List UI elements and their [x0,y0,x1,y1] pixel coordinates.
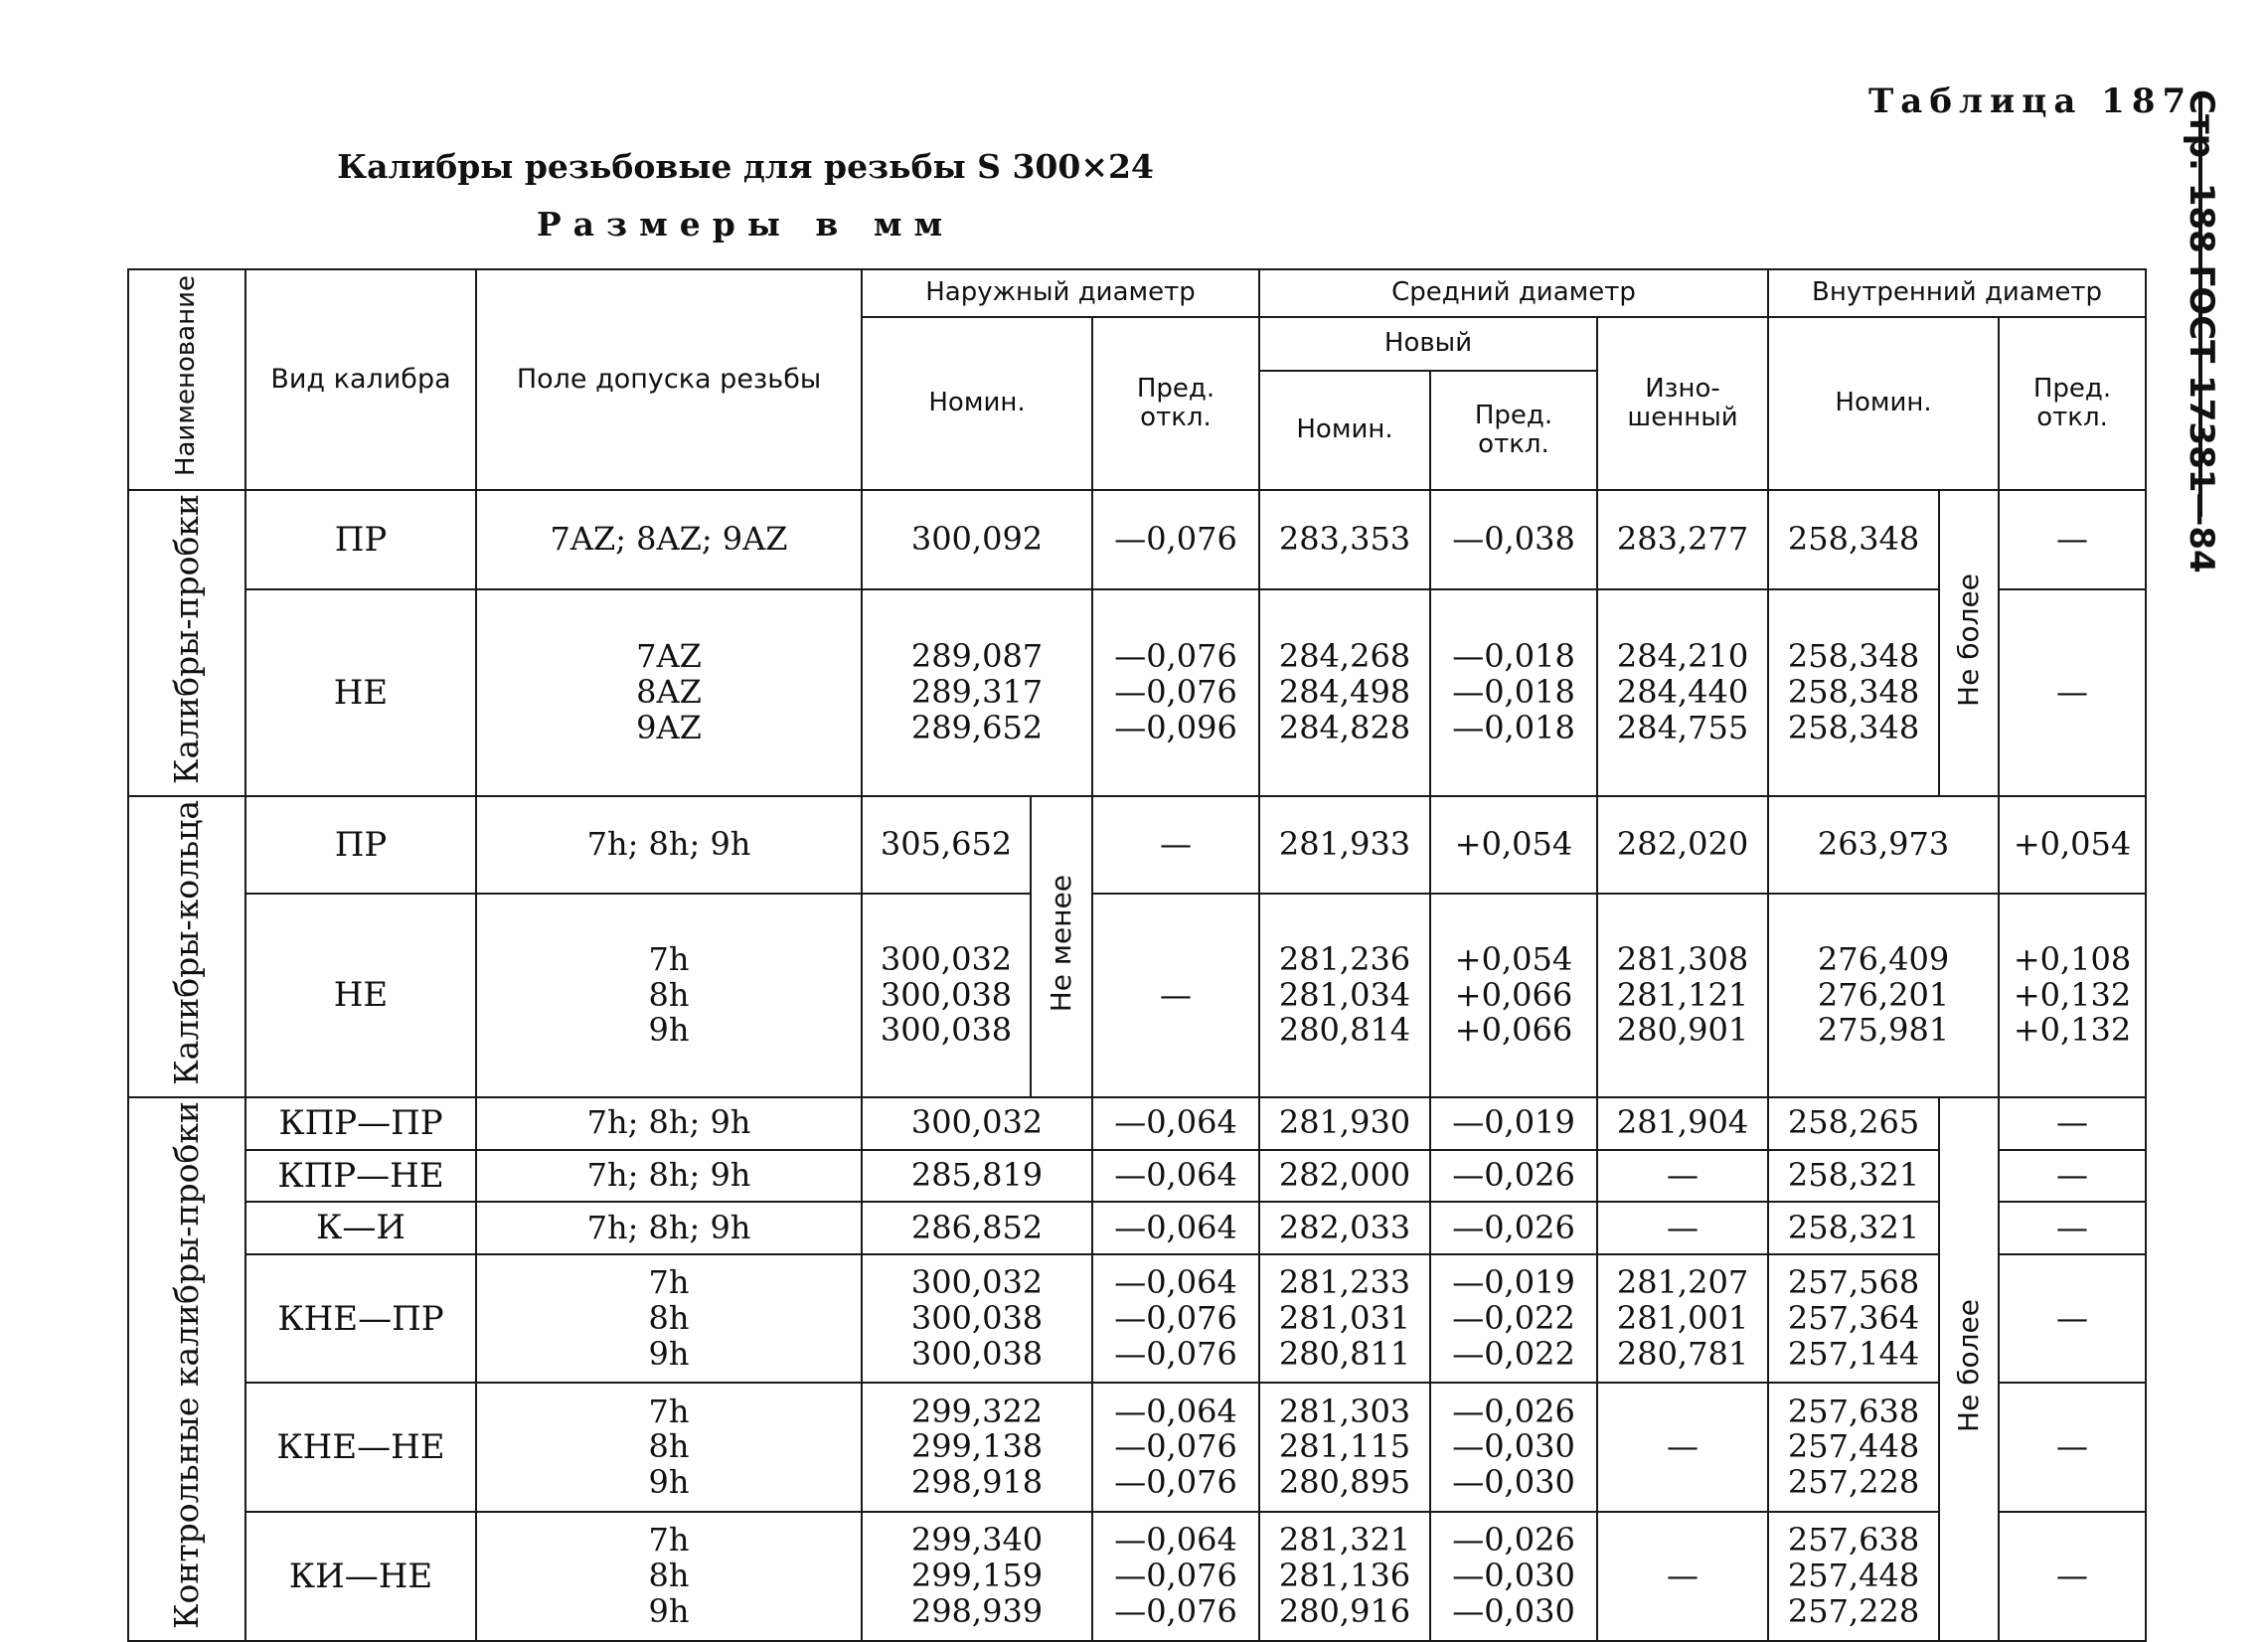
table-row [128,490,2146,589]
inner-deviation: — [1999,1512,2146,1641]
inner-nominal: 257,638 257,448 257,228 [1768,1383,1939,1512]
middle-deviation: —0,038 [1430,490,1597,589]
outer-nominal: 300,092 [862,490,1092,589]
tolerance-field: 7AZ 8AZ 9AZ [476,589,862,796]
outer-nominal: 285,819 [862,1150,1092,1203]
inner-nominal: 257,568 257,364 257,144 [1768,1254,1939,1384]
side-reference-text: Стр. 188 ГОСТ 17381—84 [2182,89,2221,574]
header-outer-nominal: Номин. [862,317,1092,490]
gauge-type: НЕ [245,894,476,1097]
table-number: Таблица 187 [1868,82,2193,121]
header-gauge-type: Вид калибра [245,269,476,490]
table-header [128,269,2146,490]
outer-nominal: 289,087 289,317 289,652 [862,589,1092,796]
group-control-plugs: Контрольные калибры-пробки [128,1097,245,1641]
middle-worn: 282,020 [1597,796,1768,894]
outer-nominal: 299,322 299,138 298,918 [862,1383,1092,1512]
side-page-reference [2182,89,2241,574]
table-body [128,490,2146,1641]
table-row [128,1202,2146,1254]
group-rings: Калибры-кольца [128,796,245,1097]
middle-deviation: —0,019 [1430,1097,1597,1150]
table-row [128,1254,2146,1384]
inner-deviation: — [1999,589,2146,796]
middle-worn: — [1597,1202,1768,1254]
header-outer-deviation: Пред. откл. [1092,317,1259,490]
outer-nominal: 286,852 [862,1202,1092,1254]
tolerance-field: 7AZ; 8AZ; 9AZ [476,490,862,589]
tolerance-field: 7h 8h 9h [476,1254,862,1384]
gauge-type: ПР [245,490,476,589]
table-row [128,1150,2146,1203]
gauge-type: ПР [245,796,476,894]
header-outer-diameter: Наружный диаметр [862,269,1259,317]
inner-deviation: +0,108 +0,132 +0,132 [1999,894,2146,1097]
inner-limit-note: Не более [1939,490,1999,796]
middle-worn: 281,207 281,001 280,781 [1597,1254,1768,1384]
middle-nominal: 281,233 281,031 280,811 [1259,1254,1430,1384]
outer-deviation: —0,064 [1092,1150,1259,1203]
table-row [128,796,2146,894]
outer-deviation: — [1092,894,1259,1097]
gauge-type: КНЕ—ПР [245,1254,476,1384]
table-row [128,589,2146,796]
middle-nominal: 282,000 [1259,1150,1430,1203]
middle-deviation: +0,054 +0,066 +0,066 [1430,894,1597,1097]
middle-deviation: —0,026 [1430,1150,1597,1203]
tolerance-field: 7h; 8h; 9h [476,1150,862,1203]
outer-deviation: —0,076 —0,076 —0,096 [1092,589,1259,796]
inner-nominal: 257,638 257,448 257,228 [1768,1512,1939,1641]
middle-worn: — [1597,1512,1768,1641]
outer-deviation: —0,064 —0,076 —0,076 [1092,1512,1259,1641]
header-name: Наименование [128,269,245,490]
inner-nominal: 258,321 [1768,1150,1939,1203]
inner-nominal: 258,348 [1768,490,1939,589]
middle-nominal: 281,930 [1259,1097,1430,1150]
inner-nominal: 258,321 [1768,1202,1939,1254]
inner-nominal: 258,348 258,348 258,348 [1768,589,1939,796]
outer-nominal: 300,032 300,038 300,038 [862,1254,1092,1384]
inner-nominal: 276,409 276,201 275,981 [1768,894,1999,1097]
gauge-type: КПР—НЕ [245,1150,476,1203]
middle-deviation: —0,019 —0,022 —0,022 [1430,1254,1597,1384]
outer-nominal: 299,340 299,159 298,939 [862,1512,1092,1641]
inner-deviation: — [1999,1097,2146,1150]
gauge-type: КНЕ—НЕ [245,1383,476,1512]
table-row [128,1383,2146,1512]
table-row [128,1097,2146,1150]
middle-nominal: 282,033 [1259,1202,1430,1254]
inner-deviation: — [1999,1254,2146,1384]
gauge-type: КИ—НЕ [245,1512,476,1641]
gauge-type: НЕ [245,589,476,796]
header-tolerance-field: Поле допуска резьбы [476,269,862,490]
inner-nominal: 258,265 [1768,1097,1939,1150]
inner-deviation: — [1999,490,2146,589]
middle-worn: 283,277 [1597,490,1768,589]
tolerance-field: 7h 8h 9h [476,1512,862,1641]
tolerance-field: 7h; 8h; 9h [476,796,862,894]
middle-nominal: 284,268 284,498 284,828 [1259,589,1430,796]
inner-deviation: — [1999,1202,2146,1254]
tolerance-field: 7h; 8h; 9h [476,1202,862,1254]
units-caption: Размеры в мм [536,205,955,244]
middle-deviation: —0,026 —0,030 —0,030 [1430,1383,1597,1512]
middle-nominal: 283,353 [1259,490,1430,589]
header-inner-deviation: Пред. откл. [1999,317,2146,490]
header-inner-nominal: Номин. [1768,317,1999,490]
outer-deviation: —0,064 —0,076 —0,076 [1092,1254,1259,1384]
outer-deviation: —0,064 —0,076 —0,076 [1092,1383,1259,1512]
gauge-type: К—И [245,1202,476,1254]
tolerance-field: 7h 8h 9h [476,894,862,1097]
inner-nominal: 263,973 [1768,796,1999,894]
header-inner-diameter: Внутренний диаметр [1768,269,2146,317]
tolerance-field: 7h 8h 9h [476,1383,862,1512]
header-middle-new-nominal: Номин. [1259,371,1430,490]
group-plugs: Калибры-пробки [128,490,245,796]
middle-deviation: —0,026 [1430,1202,1597,1254]
middle-worn: 281,904 [1597,1097,1768,1150]
header-middle-diameter: Средний диаметр [1259,269,1768,317]
header-middle-worn: Изно-шенный [1597,317,1768,490]
inner-deviation: — [1999,1383,2146,1512]
middle-deviation: +0,054 [1430,796,1597,894]
middle-nominal: 281,321 281,136 280,916 [1259,1512,1430,1641]
tolerance-field: 7h; 8h; 9h [476,1097,862,1150]
table-row [128,1512,2146,1641]
outer-limit-note: Не менее [1031,796,1092,1097]
gauge-type: КПР—ПР [245,1097,476,1150]
outer-nominal: 305,652 [862,796,1031,894]
middle-nominal: 281,236 281,034 280,814 [1259,894,1430,1097]
outer-deviation: — [1092,796,1259,894]
middle-deviation: —0,018 —0,018 —0,018 [1430,589,1597,796]
header-middle-new: Новый [1259,317,1597,371]
inner-limit-note-control: Не более [1939,1097,1999,1641]
middle-nominal: 281,303 281,115 280,895 [1259,1383,1430,1512]
middle-worn: — [1597,1383,1768,1512]
outer-nominal: 300,032 300,038 300,038 [862,894,1031,1097]
middle-nominal: 281,933 [1259,796,1430,894]
outer-deviation: —0,064 [1092,1202,1259,1254]
inner-deviation: +0,054 [1999,796,2146,894]
outer-nominal: 300,032 [862,1097,1092,1150]
gauge-dimensions-table [127,268,2147,1642]
middle-worn: — [1597,1150,1768,1203]
table-title: Калибры резьбовые для резьбы S 300×24 [337,147,1154,186]
middle-worn: 284,210 284,440 284,755 [1597,589,1768,796]
middle-worn: 281,308 281,121 280,901 [1597,894,1768,1097]
header-middle-new-deviation: Пред. откл. [1430,371,1597,490]
outer-deviation: —0,064 [1092,1097,1259,1150]
outer-deviation: —0,076 [1092,490,1259,589]
table-row [128,894,2146,1097]
inner-deviation: — [1999,1150,2146,1203]
middle-deviation: —0,026 —0,030 —0,030 [1430,1512,1597,1641]
